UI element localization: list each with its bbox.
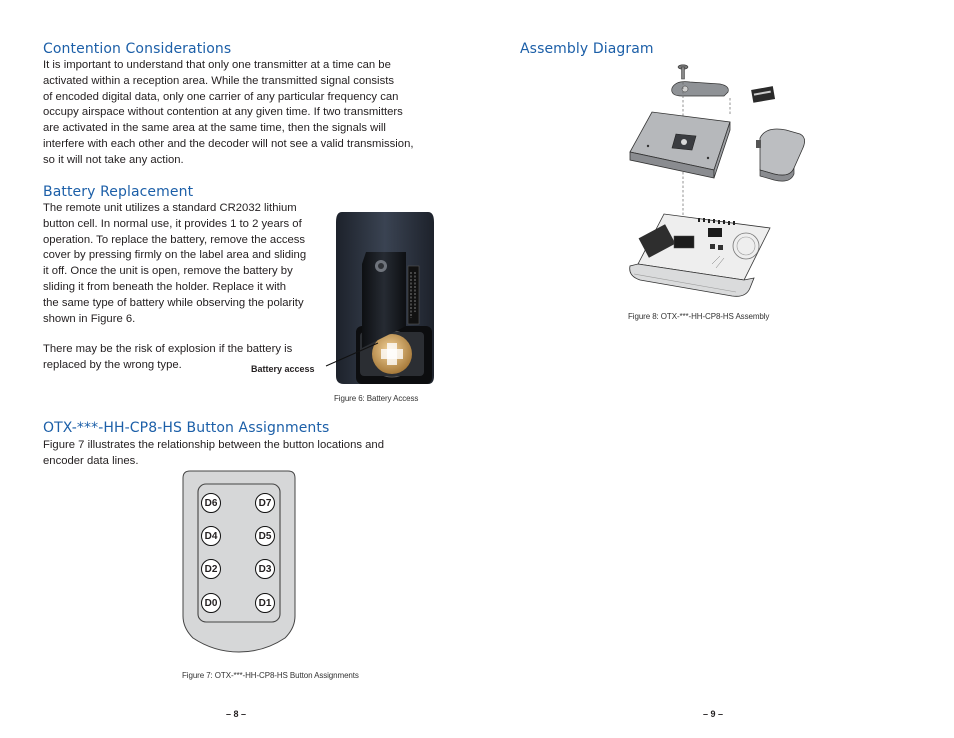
contention-heading: Contention Considerations bbox=[43, 41, 232, 57]
button-assignments-paragraph bbox=[43, 438, 443, 470]
button-d1: D1 bbox=[255, 593, 275, 613]
page-number-right: – 9 – bbox=[703, 709, 724, 719]
button-assignments-heading: OTX-***-HH-CP8-HS Button Assignments bbox=[43, 420, 330, 436]
button-d6: D6 bbox=[201, 493, 221, 513]
text-line: operation. To replace the battery, remove the access bbox=[43, 233, 306, 246]
battery-access-callout: Battery access bbox=[251, 364, 315, 374]
text-line: sliding it from beneath the holder. Replace it with bbox=[43, 280, 287, 293]
text-line: The remote unit utilizes a standard CR2032 lithium bbox=[43, 202, 297, 214]
text-line: There may be the risk of explosion if the battery is bbox=[43, 343, 293, 355]
text-line: are activated in the same area at the same time, then the signals will bbox=[43, 122, 386, 135]
text-line: Figure 7 illustrates the relationship between the button locations and bbox=[43, 439, 385, 451]
text-line: shown in Figure 6. bbox=[43, 312, 136, 325]
text-line: It is important to understand that only one transmitter at a time can be bbox=[43, 59, 391, 71]
battery-access-figure bbox=[244, 208, 438, 388]
button-d2: D2 bbox=[201, 559, 221, 579]
figure-7-caption: Figure 7: OTX-***-HH-CP8-HS Button Assignments bbox=[182, 671, 359, 680]
text-line: the same type of battery while observing the polarity bbox=[43, 296, 304, 309]
page-number-left: – 8 – bbox=[226, 709, 247, 719]
contention-paragraph bbox=[43, 58, 443, 169]
remote-outline-figure bbox=[182, 470, 296, 654]
figure-6-caption: Figure 6: Battery Access bbox=[334, 394, 419, 403]
button-d0: D0 bbox=[201, 593, 221, 613]
assembly-exploded-figure bbox=[624, 60, 808, 302]
button-d5: D5 bbox=[255, 526, 275, 546]
text-line: so it will not take any action. bbox=[43, 153, 184, 166]
button-d3: D3 bbox=[255, 559, 275, 579]
battery-heading: Battery Replacement bbox=[43, 184, 194, 200]
button-d7: D7 bbox=[255, 493, 275, 513]
text-line: it off. Once the unit is open, remove the battery by bbox=[43, 265, 293, 278]
text-line: cover by pressing firmly on the label area and sliding bbox=[43, 249, 307, 262]
assembly-heading: Assembly Diagram bbox=[520, 41, 654, 57]
text-line: replaced by the wrong type. bbox=[43, 358, 182, 371]
figure-8-caption: Figure 8: OTX-***-HH-CP8-HS Assembly bbox=[628, 312, 770, 321]
text-line: interfere with each other and the decoder will not see a valid transmission, bbox=[43, 137, 414, 150]
text-line: button cell. In normal use, it provides 1 to 2 years of bbox=[43, 217, 302, 230]
text-line: occupy airspace without contention at any given time. If two transmitters bbox=[43, 106, 403, 119]
text-line: encoder data lines. bbox=[43, 454, 139, 467]
text-line: activated within a reception area. While the transmitted signal consists bbox=[43, 74, 395, 87]
text-line: of encoded digital data, only one carrier of any particular frequency can bbox=[43, 90, 399, 103]
button-d4: D4 bbox=[201, 526, 221, 546]
